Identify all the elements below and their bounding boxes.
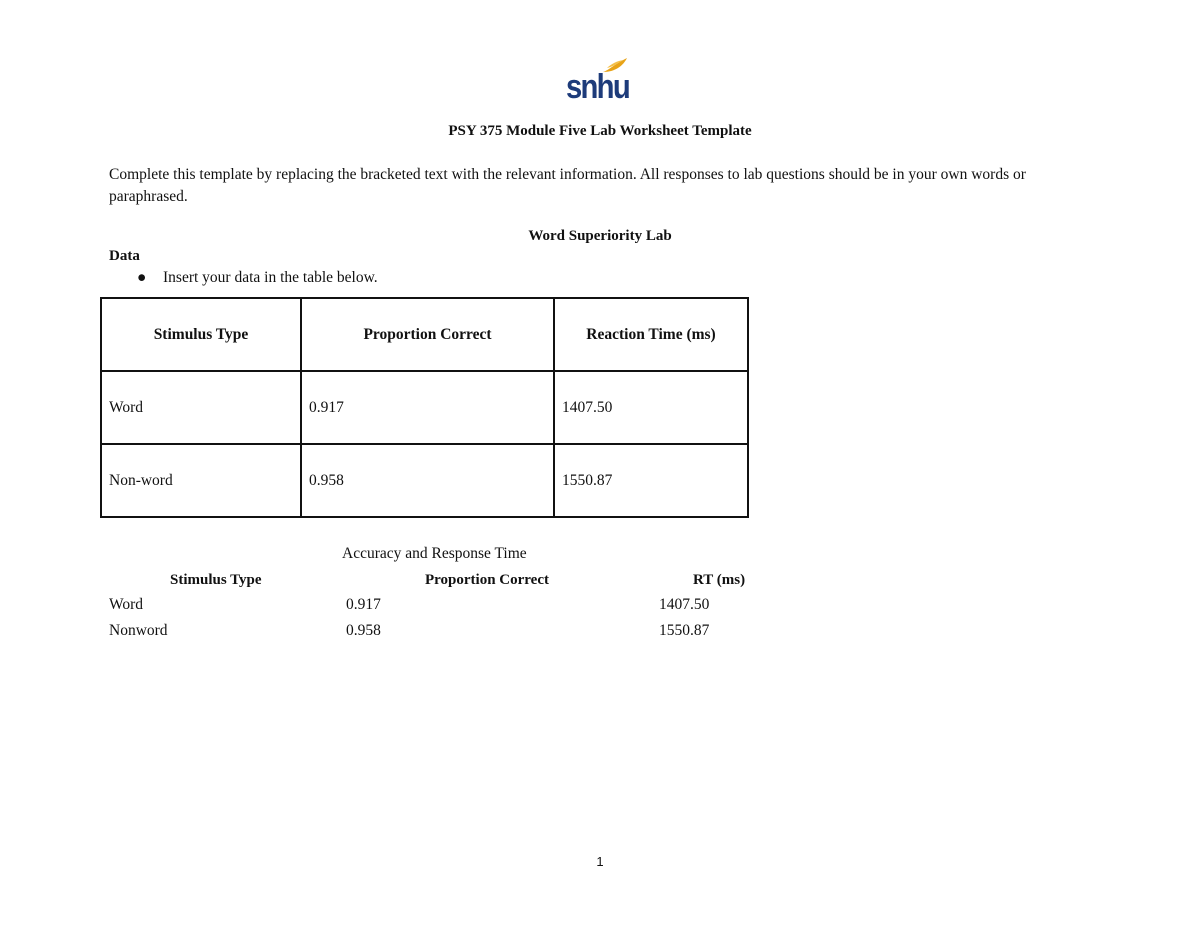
- summary-cell: 0.917: [346, 596, 381, 613]
- table-cell: Word: [101, 371, 301, 444]
- table-cell: 0.958: [301, 444, 554, 517]
- summary-cell: 1550.87: [659, 622, 710, 639]
- data-table: [100, 297, 749, 518]
- summary-cell: 1407.50: [659, 596, 710, 613]
- table-row: [101, 371, 748, 444]
- table-cell: 1550.87: [554, 444, 748, 517]
- page-number: 1: [596, 854, 604, 869]
- summary-cell: 0.958: [346, 622, 381, 639]
- data-heading: Data: [109, 248, 140, 264]
- snhu-logo: [566, 56, 632, 104]
- summary-cell: Word: [109, 596, 144, 613]
- document-title: PSY 375 Module Five Lab Worksheet Template: [448, 123, 752, 139]
- summary-header-cell: Stimulus Type: [170, 572, 262, 588]
- table-row: [101, 444, 748, 517]
- table-header-cell: Proportion Correct: [301, 298, 554, 371]
- table-cell: Non-word: [101, 444, 301, 517]
- table-cell: 0.917: [301, 371, 554, 444]
- summary-header-cell: Proportion Correct: [425, 572, 549, 588]
- lab-title: Word Superiority Lab: [528, 228, 672, 244]
- instructions-paragraph: Complete this template by replacing the bracketed text with the relevant information. All responses to lab questions should be in your own words or paraphrased.: [109, 166, 1026, 205]
- table-header-row: [101, 298, 748, 371]
- bullet-icon: ●: [137, 269, 147, 286]
- summary-cell: Nonword: [109, 622, 168, 639]
- table-header-cell: Stimulus Type: [101, 298, 301, 371]
- bullet-text: Insert your data in the table below.: [163, 269, 378, 286]
- table-header-cell: Reaction Time (ms): [554, 298, 748, 371]
- summary-header-cell: RT (ms): [693, 572, 746, 588]
- bullet-item: [137, 269, 378, 287]
- summary-table-caption: Accuracy and Response Time: [342, 545, 527, 562]
- table-cell: 1407.50: [554, 371, 748, 444]
- logo-wordmark: snhu: [566, 68, 629, 106]
